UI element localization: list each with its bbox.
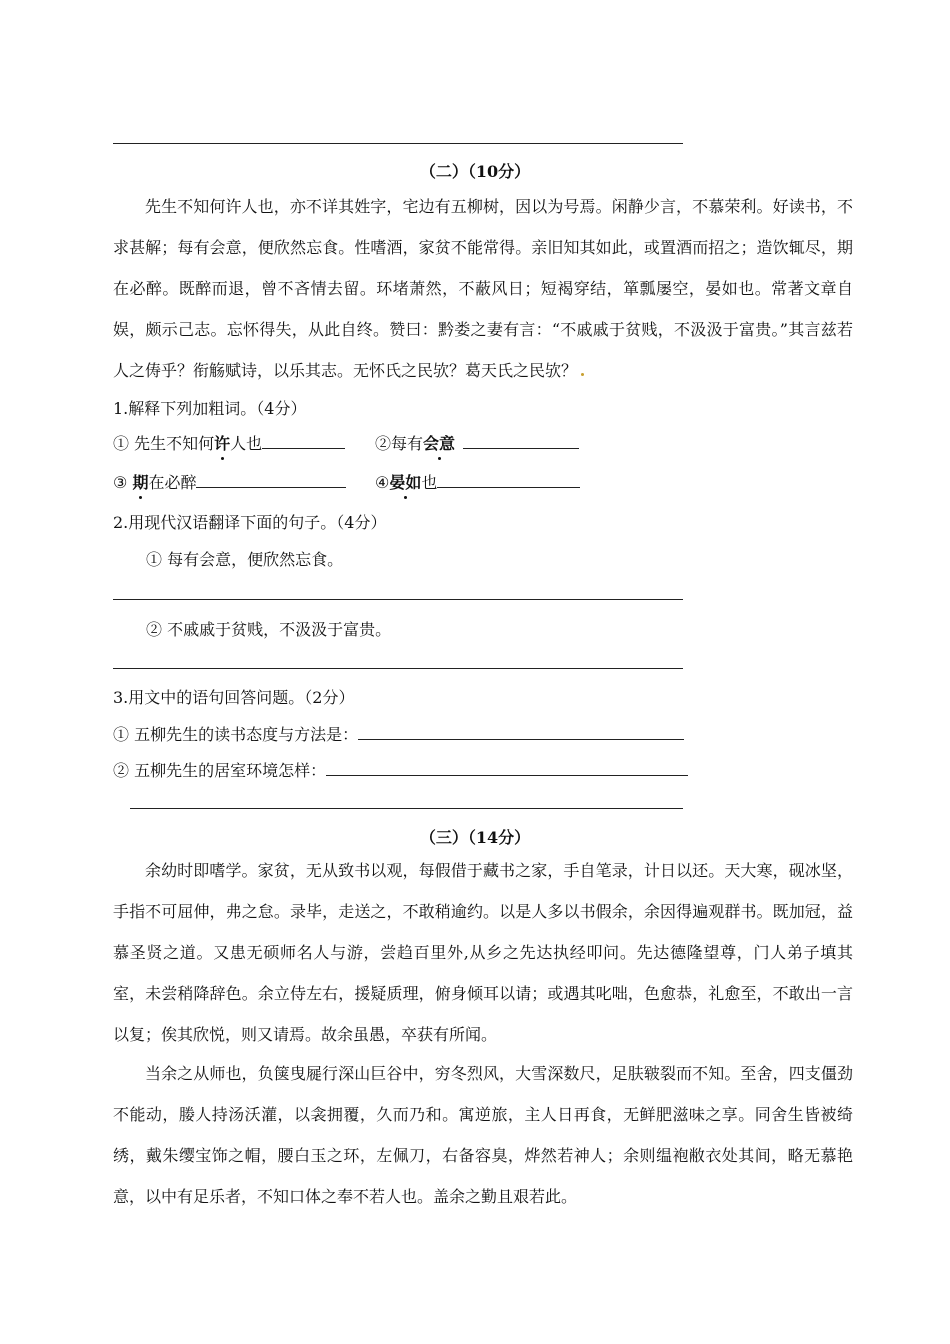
q1-prompt: 1.解释下列加粗词。（4分） (113, 399, 307, 418)
answer-blank-a[interactable] (262, 434, 345, 449)
q1-item-a: ① 先生不知何许人也 (113, 431, 345, 454)
q3-prompt: 3.用文中的语句回答问题。（2分） (113, 688, 355, 707)
answer-blank-b[interactable] (463, 434, 579, 449)
q2-prompt: 2.用现代汉语翻译下面的句子。（4分） (113, 513, 387, 532)
q2-answer-line-1[interactable] (113, 599, 683, 600)
q3-item-2: ② 五柳先生的居室环境怎样： (113, 758, 688, 781)
q3-answer-blank-2[interactable] (326, 761, 688, 776)
section3-paragraph-2: 当余之从师也，负箧曳屣行深山巨谷中，穷冬烈风，大雪深数尺，足肤皲裂而不知。至舍，四支僵劲不能动，媵人持汤沃灌，以衾拥覆，久而乃和。寓逆旅，主人日再食，无鲜肥滋味之享。同舍生皆被绮绣，戴朱缨宝饰之帽，腰白玉之环，左佩刀，右备容臭，烨然若神人；余则缊袍敝衣处其间，略无慕艳意，以中有足乐者，不知口体之奉不若人也。盖余之勤且艰若此。 (113, 1064, 853, 1206)
q2-sentence-1: ① 每有会意，便欣然忘食。 (146, 550, 344, 569)
section2-heading: （二）（10分） (419, 162, 531, 181)
bold-word-xu: 许 (214, 434, 231, 453)
stray-mark (581, 373, 584, 376)
section3-paragraph-1: 余幼时即嗜学。家贫，无从致书以观，每假借于藏书之家，手自笔录，计日以还。天大寒，砚冰坚，手指不可屈伸，弗之怠。录毕，走送之，不敢稍逾约。以是人多以书假余，余因得遍观群书。既加冠，益慕圣贤之道。又患无硕师名人与游，尝趋百里外,从乡之先达执经叩问。先达德隆望尊，门人弟子填其室，未尝稍降辞色。余立侍左右，援疑质理，俯身倾耳以请；或遇其叱咄，色愈恭，礼愈至，不敢出一言以复；俟其欣悦，则又请焉。故余虽愚，卒获有所闻。 (113, 861, 853, 1044)
q1-item-c: ③ 期在必醉 (113, 470, 346, 493)
section2-passage: 先生不知何许人也，亦不详其姓字，宅边有五柳树，因以为号焉。闲静少言，不慕荣利。好读书，不求甚解；每有会意，便欣然忘食。性嗜酒，家贫不能常得。亲旧知其如此，或置酒而招之；造饮辄尽，期在必醉。既醉而退，曾不吝情去留。环堵萧然，不蔽风日；短褐穿结，箪瓢屡空，晏如也。常著文章自娱，颇示己志。忘怀得失，从此自终。赞曰：黔娄之妻有言：“不戚戚于贫贱，不汲汲于富贵。”其言兹若人之俦乎？衔觞赋诗，以乐其志。无怀氏之民欤？葛天氏之民欤？ (113, 197, 853, 380)
top-answer-line (113, 143, 683, 144)
q1-item-d: ④晏如也 (375, 470, 580, 493)
bold-word-yanru: 晏如 (389, 473, 422, 492)
q2-answer-line-2[interactable] (113, 668, 683, 669)
bold-word-qi: 期 (132, 473, 149, 492)
bold-word-huiyi: 会意 (423, 434, 456, 453)
section3-heading: （三）（14分） (419, 828, 531, 847)
answer-blank-d[interactable] (437, 473, 580, 488)
q2-sentence-2: ② 不戚戚于贫贱，不汲汲于富贵。 (146, 620, 392, 639)
q3-item-1: ① 五柳先生的读书态度与方法是： (113, 722, 684, 745)
q3-answer-blank-1[interactable] (358, 725, 684, 740)
answer-blank-c[interactable] (196, 473, 346, 488)
q1-item-b: ②每有会意 (375, 431, 579, 454)
q3-answer-line-3[interactable] (130, 808, 683, 809)
